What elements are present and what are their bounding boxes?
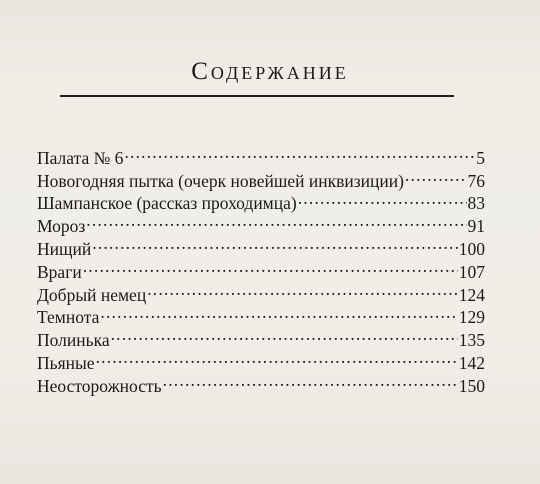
toc-page-number: 129 xyxy=(458,307,485,328)
toc-entry xyxy=(37,232,485,259)
dot-leader xyxy=(110,323,458,346)
toc-title: Нищий xyxy=(37,238,92,259)
dot-leader xyxy=(95,346,458,369)
toc-page-number: 100 xyxy=(458,238,485,259)
toc-page-number: 76 xyxy=(467,170,485,191)
toc-entry xyxy=(37,301,485,328)
toc-title: Неосторожность xyxy=(37,375,162,396)
toc-entry xyxy=(37,141,485,168)
toc-entry xyxy=(37,346,485,373)
dot-leader xyxy=(162,369,458,392)
dot-leader xyxy=(404,164,467,187)
table-of-contents xyxy=(37,141,485,396)
toc-title: Шампанское (рассказ проходимца) xyxy=(37,193,297,214)
title-rule xyxy=(60,95,454,97)
toc-page-number: 107 xyxy=(458,261,485,282)
toc-entry xyxy=(37,323,485,351)
toc-title: Враги xyxy=(37,261,82,282)
toc-title: Полинька xyxy=(37,330,110,351)
toc-page-number: 124 xyxy=(458,284,485,305)
dot-leader xyxy=(99,301,457,324)
toc-entry xyxy=(37,209,485,237)
toc-entry xyxy=(37,369,485,396)
toc-entry xyxy=(37,278,485,305)
page-title: Содержание xyxy=(191,58,349,85)
dot-leader xyxy=(123,141,475,164)
dot-leader xyxy=(82,255,458,278)
toc-title: Пьяные xyxy=(37,352,95,373)
toc-entry xyxy=(37,255,485,282)
dot-leader xyxy=(297,187,467,210)
dot-leader xyxy=(146,278,458,301)
toc-page-number: 142 xyxy=(458,352,485,373)
dot-leader xyxy=(91,232,458,255)
toc-page-number: 135 xyxy=(458,330,485,351)
toc-title: Новогодняя пытка (очерк новейшей инквизиции) xyxy=(37,170,404,191)
dot-leader xyxy=(85,209,466,232)
toc-page-number: 150 xyxy=(458,375,485,396)
toc-title: Мороз xyxy=(37,216,86,237)
toc-title: Палата № 6 xyxy=(37,147,124,168)
toc-page-number: 91 xyxy=(467,216,485,237)
toc-title: Темнота xyxy=(37,307,100,328)
toc-title: Добрый немец xyxy=(37,284,147,305)
toc-page-number: 5 xyxy=(476,147,485,168)
toc-page-number: 83 xyxy=(467,193,485,214)
